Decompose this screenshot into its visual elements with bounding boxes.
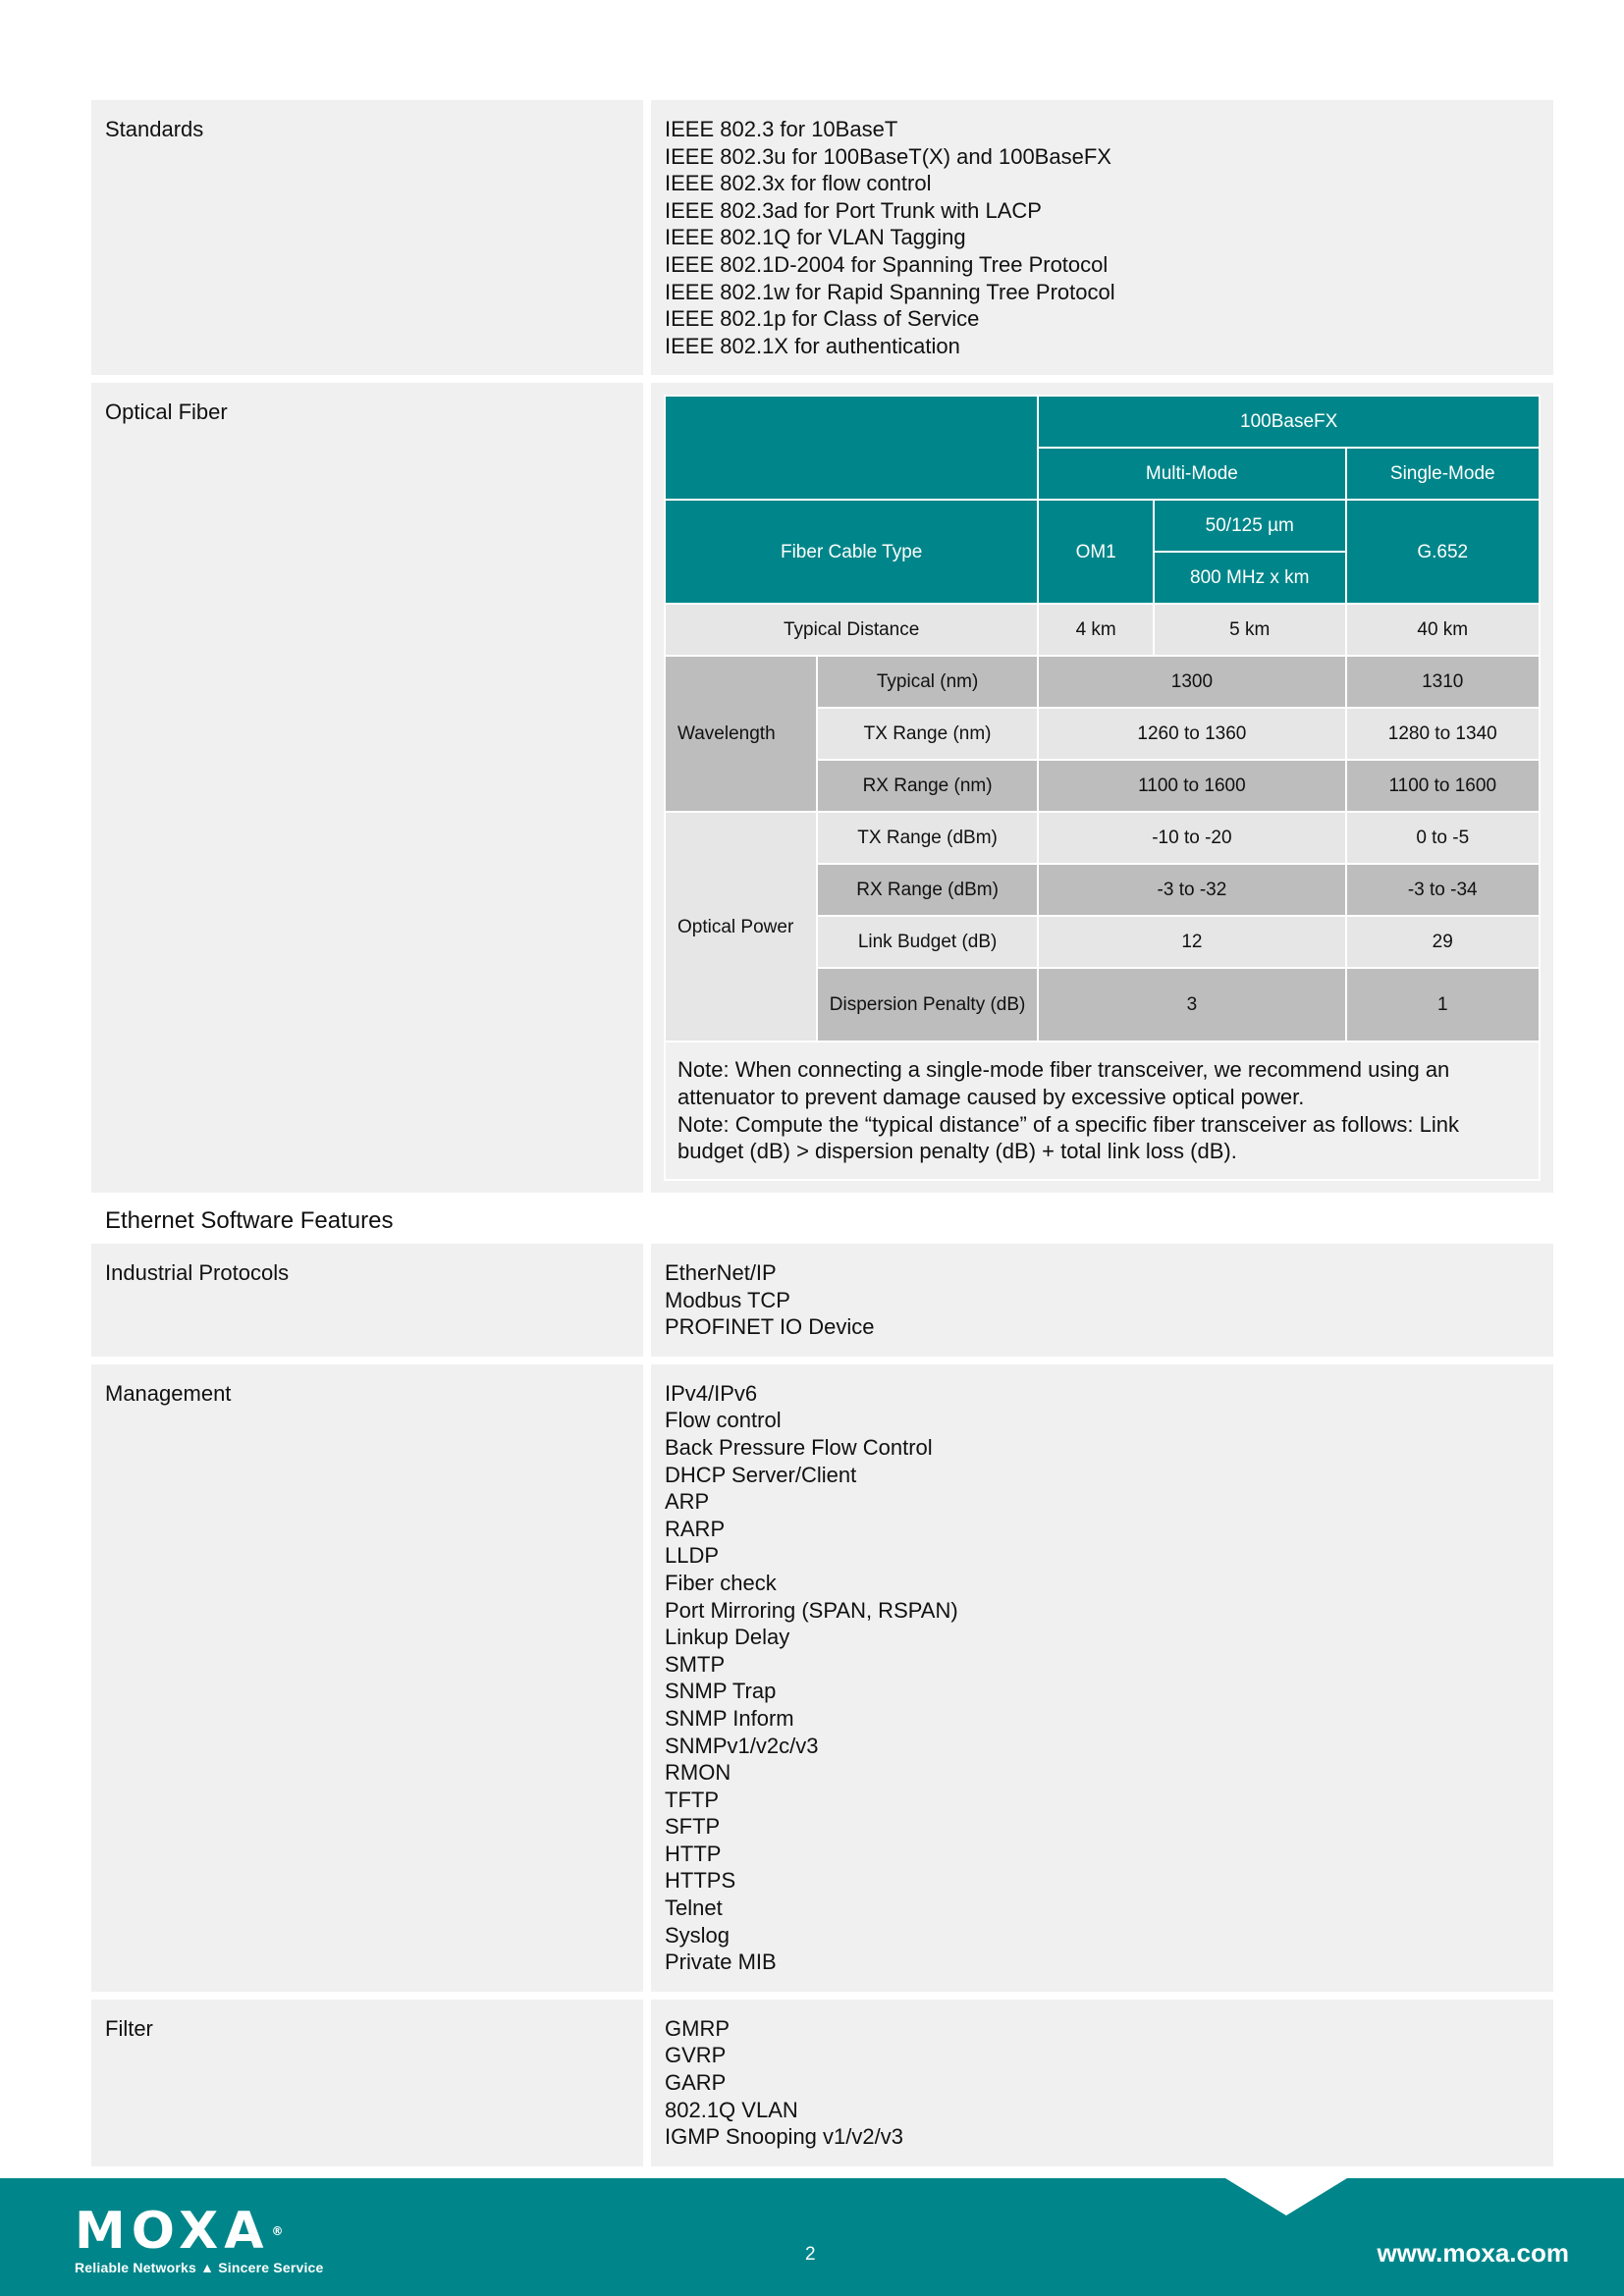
cable-mm-spec-2: 800 MHz x km	[1154, 552, 1345, 604]
rx-dbm-sm: -3 to -34	[1346, 864, 1541, 916]
header-multi-mode: Multi-Mode	[1038, 448, 1345, 500]
list-item: EtherNet/IP	[665, 1260, 777, 1285]
list-item: DHCP Server/Client	[665, 1462, 857, 1487]
management-label: Management	[91, 1364, 643, 1992]
spec-table-top	[91, 100, 1553, 1201]
list-item: PROFINET IO Device	[665, 1314, 875, 1340]
typical-distance-label: Typical Distance	[665, 604, 1038, 656]
list-item: Port Mirroring (SPAN, RSPAN)	[665, 1597, 958, 1623]
filter-label: Filter	[91, 2000, 643, 2166]
footer-notch	[1225, 2178, 1347, 2216]
management-list	[651, 1364, 1553, 1992]
typical-nm-label: Typical (nm)	[817, 656, 1038, 708]
list-item: HTTP	[665, 1841, 722, 1866]
list-item: Syslog	[665, 1922, 731, 1948]
typical-nm-mm: 1300	[1038, 656, 1345, 708]
list-item: GVRP	[665, 2043, 727, 2068]
dist-om1: 4 km	[1038, 604, 1154, 656]
cable-mm-spec-1: 50/125 µm	[1154, 500, 1345, 552]
fiber-cable-type-label: Fiber Cable Type	[665, 500, 1038, 604]
rx-dbm-mm: -3 to -32	[1038, 864, 1345, 916]
logo-wordmark: MOXA ®	[75, 2202, 290, 2261]
logo-tagline: Reliable Networks ▲ Sincere Service	[75, 2260, 324, 2275]
rx-nm-sm: 1100 to 1600	[1346, 760, 1541, 812]
section-title-ethernet-software-features: Ethernet Software Features	[105, 1207, 394, 1234]
table-corner	[665, 396, 1038, 500]
rx-nm-label: RX Range (nm)	[817, 760, 1038, 812]
filter-row	[91, 2000, 1553, 2166]
header-single-mode: Single-Mode	[1346, 448, 1541, 500]
list-item: Private MIB	[665, 1949, 777, 1975]
filter-list	[651, 2000, 1553, 2166]
list-item: IPv4/IPv6	[665, 1380, 758, 1406]
rx-dbm-label: RX Range (dBm)	[817, 864, 1038, 916]
registered-mark: ®	[271, 2224, 290, 2238]
page-number: 2	[805, 2244, 816, 2265]
list-item: HTTPS	[665, 1868, 736, 1894]
wavelength-label: Wavelength	[665, 656, 817, 812]
list-item: IGMP Snooping v1/v2/v3	[665, 2124, 903, 2150]
standards-list	[651, 100, 1553, 375]
list-item: SNMP Inform	[665, 1705, 794, 1731]
list-item: Modbus TCP	[665, 1287, 790, 1312]
list-item: SNMP Trap	[665, 1679, 777, 1704]
tx-nm-mm: 1260 to 1360	[1038, 708, 1345, 760]
list-item: ARP	[665, 1489, 710, 1515]
tx-dbm-label: TX Range (dBm)	[817, 812, 1038, 864]
moxa-logo	[75, 2202, 324, 2275]
dist-50: 5 km	[1154, 604, 1345, 656]
list-item: IEEE 802.3x for flow control	[665, 171, 932, 196]
list-item: RMON	[665, 1760, 731, 1786]
list-item: IEEE 802.3ad for Port Trunk with LACP	[665, 197, 1042, 223]
list-item: GARP	[665, 2070, 727, 2096]
cable-g652: G.652	[1346, 500, 1541, 604]
industrial-protocols-label: Industrial Protocols	[91, 1244, 643, 1357]
dispersion-label: Dispersion Penalty (dB)	[817, 968, 1038, 1041]
list-item: RARP	[665, 1516, 726, 1541]
header-100basefx: 100BaseFX	[1038, 396, 1540, 448]
dispersion-mm: 3	[1038, 968, 1345, 1041]
tx-nm-label: TX Range (nm)	[817, 708, 1038, 760]
dispersion-sm: 1	[1346, 968, 1541, 1041]
link-budget-mm: 12	[1038, 916, 1345, 968]
list-item: Linkup Delay	[665, 1625, 790, 1650]
list-item: LLDP	[665, 1543, 720, 1569]
dist-sm: 40 km	[1346, 604, 1541, 656]
industrial-protocols-row	[91, 1244, 1553, 1357]
list-item: SMTP	[665, 1651, 726, 1677]
note-typical-distance: Note: Compute the “typical distance” of a specific fiber transceiver as follows: Link budget (dB) > dispersion penalty (dB) + total link loss (dB).	[677, 1111, 1460, 1164]
list-item: SFTP	[665, 1814, 721, 1840]
fiber-notes	[665, 1041, 1540, 1179]
list-item: Telnet	[665, 1896, 723, 1921]
industrial-protocols-list	[651, 1244, 1553, 1357]
list-item: IEEE 802.3u for 100BaseT(X) and 100BaseFX	[665, 143, 1111, 169]
spec-table-ethernet	[91, 1244, 1553, 2174]
link-budget-label: Link Budget (dB)	[817, 916, 1038, 968]
list-item: Fiber check	[665, 1570, 777, 1595]
typical-nm-sm: 1310	[1346, 656, 1541, 708]
optical-power-label: Optical Power	[665, 812, 817, 1041]
list-item: 802.1Q VLAN	[665, 2097, 798, 2122]
list-item: IEEE 802.1Q for VLAN Tagging	[665, 225, 966, 250]
tx-dbm-mm: -10 to -20	[1038, 812, 1345, 864]
list-item: IEEE 802.1p for Class of Service	[665, 306, 980, 332]
list-item: Flow control	[665, 1408, 782, 1433]
list-item: IEEE 802.1w for Rapid Spanning Tree Protocol	[665, 279, 1115, 304]
tx-nm-sm: 1280 to 1340	[1346, 708, 1541, 760]
list-item: Back Pressure Flow Control	[665, 1434, 933, 1460]
list-item: SNMPv1/v2c/v3	[665, 1733, 819, 1758]
optical-fiber-label: Optical Fiber	[91, 383, 643, 1192]
website-link[interactable]: www.moxa.com	[1377, 2238, 1569, 2268]
note-attenuator: Note: When connecting a single-mode fiber transceiver, we recommend using an attenuator to prevent damage caused by excessive optical power.	[677, 1057, 1450, 1109]
management-row	[91, 1364, 1553, 1992]
optical-fiber-row	[91, 383, 1553, 1192]
cable-om1: OM1	[1038, 500, 1154, 604]
optical-fiber-value	[651, 383, 1553, 1192]
standards-row	[91, 100, 1553, 375]
list-item: IEEE 802.1X for authentication	[665, 333, 960, 358]
rx-nm-mm: 1100 to 1600	[1038, 760, 1345, 812]
optical-fiber-table	[664, 395, 1541, 1180]
standards-label: Standards	[91, 100, 643, 375]
tx-dbm-sm: 0 to -5	[1346, 812, 1541, 864]
list-item: IEEE 802.1D-2004 for Spanning Tree Protocol	[665, 251, 1109, 277]
list-item: IEEE 802.3 for 10BaseT	[665, 117, 898, 141]
list-item: GMRP	[665, 2015, 730, 2041]
list-item: TFTP	[665, 1787, 719, 1812]
link-budget-sm: 29	[1346, 916, 1541, 968]
